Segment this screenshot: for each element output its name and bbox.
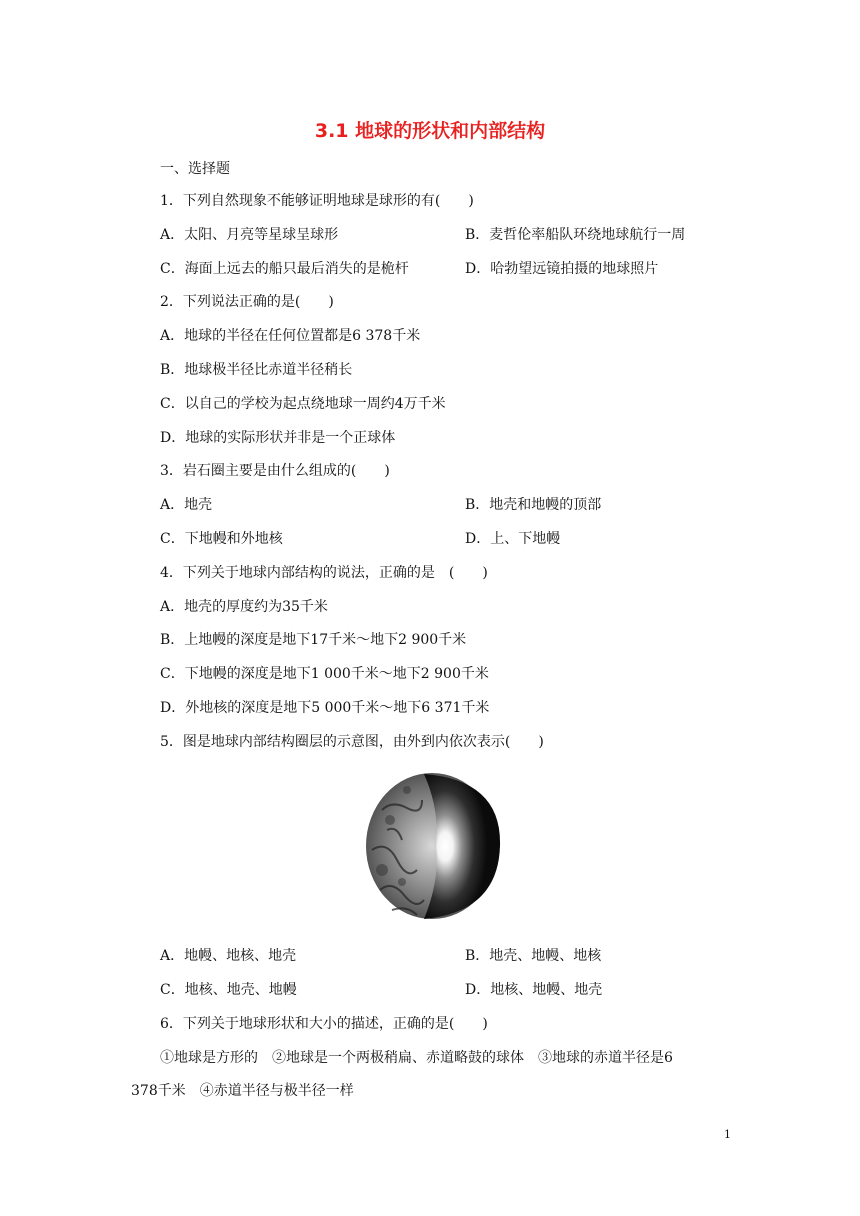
question-2-option-c: C．以自己的学校为起点绕地球一周约4万千米 bbox=[160, 396, 446, 412]
question-2-stem: 2．下列说法正确的是( ) bbox=[160, 294, 334, 310]
question-5-option-c: C．地核、地壳、地幔 bbox=[160, 982, 297, 998]
question-4-option-a: A．地壳的厚度约为35千米 bbox=[160, 599, 328, 615]
question-6-stem: 6．下列关于地球形状和大小的描述，正确的是( ) bbox=[160, 1016, 488, 1032]
question-1-stem: 1．下列自然现象不能够证明地球是球形的有( ) bbox=[160, 193, 474, 209]
page-number: 1 bbox=[724, 1128, 731, 1141]
question-3-option-c: C．下地幔和外地核 bbox=[160, 531, 283, 547]
question-4-stem: 4．下列关于地球内部结构的说法，正确的是 ( ) bbox=[160, 565, 488, 581]
question-1-option-a: A．太阳、月亮等星球呈球形 bbox=[160, 227, 339, 243]
question-5-option-d: D．地核、地幔、地壳 bbox=[465, 982, 603, 998]
page-title: 3.1 地球的形状和内部结构 bbox=[314, 120, 546, 142]
question-1-option-d: D．哈勃望远镜拍摄的地球照片 bbox=[465, 261, 659, 277]
question-3-option-b: B．地壳和地幔的顶部 bbox=[465, 497, 602, 513]
question-5-stem: 5．图是地球内部结构圈层的示意图，由外到内依次表示( ) bbox=[160, 734, 544, 750]
question-3-option-a: A．地壳 bbox=[160, 497, 213, 513]
question-6-body-line-1: ①地球是方形的 ②地球是一个两极稍扁、赤道略鼓的球体 ③地球的赤道半径是6 bbox=[160, 1050, 673, 1066]
section-heading: 一、选择题 bbox=[160, 161, 230, 177]
question-4-option-d: D．外地核的深度是地下5 000千米～地下6 371千米 bbox=[160, 700, 490, 716]
question-1-option-b: B．麦哲伦率船队环绕地球航行一周 bbox=[465, 227, 686, 243]
question-4-option-c: C．下地幔的深度是地下1 000千米～地下2 900千米 bbox=[160, 666, 489, 682]
question-2-option-a: A．地球的半径在任何位置都是6 378千米 bbox=[160, 328, 421, 344]
question-2-option-b: B．地球极半径比赤道半径稍长 bbox=[160, 362, 353, 378]
question-6-body-line-2: 378千米 ④赤道半径与极半径一样 bbox=[131, 1083, 354, 1099]
question-1-option-c: C．海面上远去的船只最后消失的是桅杆 bbox=[160, 261, 409, 277]
earth-structure-diagram bbox=[362, 770, 502, 922]
question-2-option-d: D．地球的实际形状并非是一个正球体 bbox=[160, 430, 396, 446]
question-3-stem: 3．岩石圈主要是由什么组成的( ) bbox=[160, 463, 390, 479]
question-5-option-b: B．地壳、地幔、地核 bbox=[465, 948, 602, 964]
question-3-option-d: D．上、下地幔 bbox=[465, 531, 561, 547]
question-5-option-a: A．地幔、地核、地壳 bbox=[160, 948, 297, 964]
question-4-option-b: B．上地幔的深度是地下17千米～地下2 900千米 bbox=[160, 632, 467, 648]
